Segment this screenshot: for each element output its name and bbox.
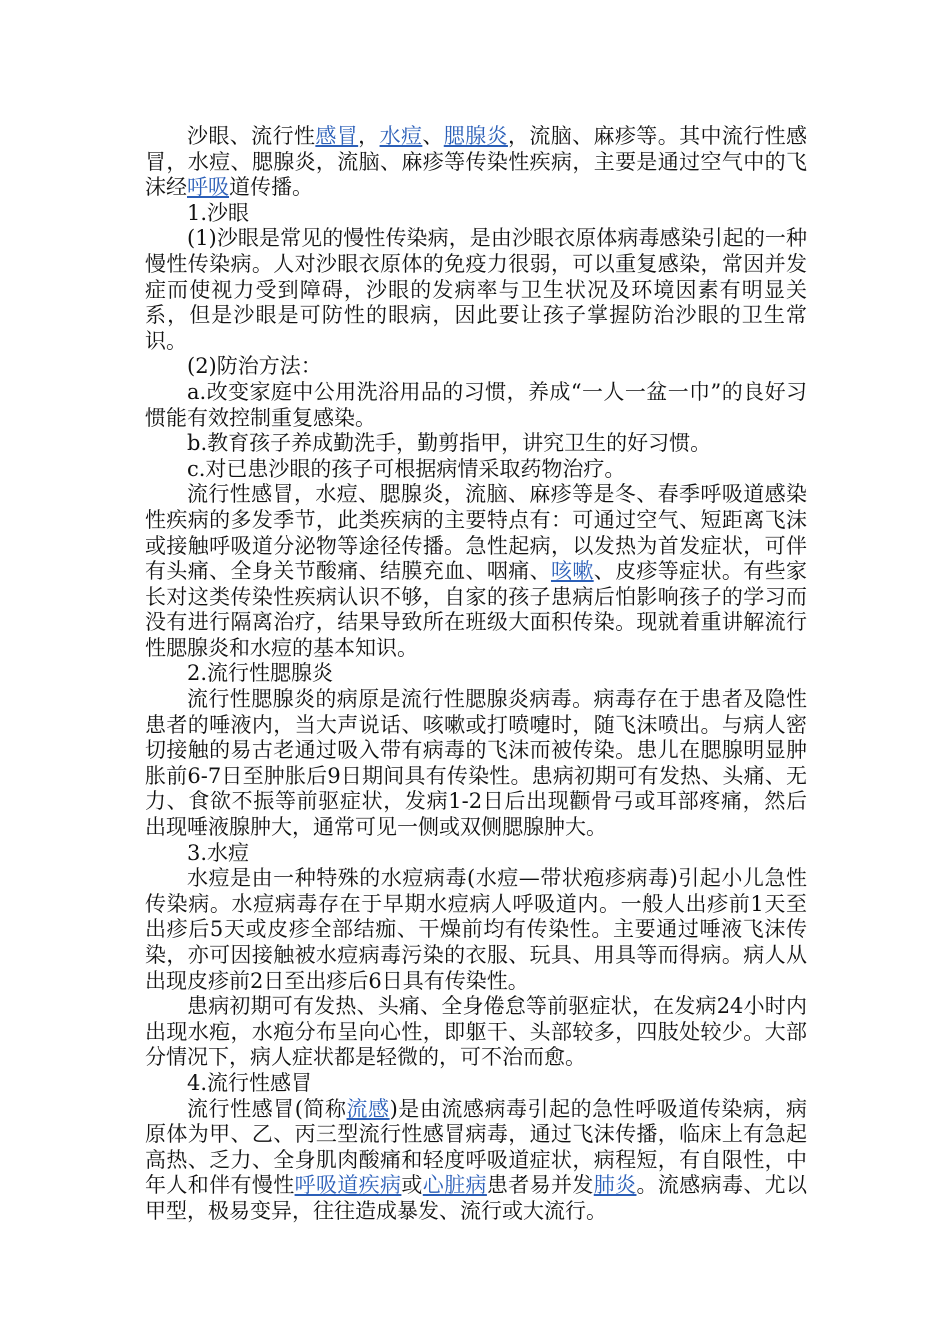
section-heading-trachoma: 1.沙眼	[187, 200, 250, 225]
mumps-paragraph: 流行性腮腺炎的病原是流行性腮腺炎病毒。病毒存在于患者及隐性患者的唾液内，当大声说话、咳嗽或打喷嚏时，随飞沫喷出。与病人密切接触的易古老通过吸入带有病毒的飞沫而被传染。患儿在腮腺明显肿胀前6-7日至肿胀后9日期间具有传染性。患病初期可有发热、头痛、无力、食欲不振等前驱症状，发病1-2日后出现颧骨弓或耳部疼痛，然后出现唾液腺肿大，通常可见一侧或双侧腮腺肿大。	[145, 687, 807, 840]
trachoma-paragraph: (1)沙眼是常见的慢性传染病，是由沙眼衣原体病毒感染引起的一种慢性传染病。人对沙眼衣原体的免疫力很弱，可以重复感染，常因并发症而使视力受到障碍，沙眼的发病率与卫生状况及环境因素有明显关系，但是沙眼是可防性的眼病，因此要让孩子掌握防治沙眼的卫生常识。	[145, 226, 807, 353]
text-run: 沙眼、流行性	[187, 124, 316, 148]
text-run: 、皮疹等症状。有些家长对这类传染性疾病认识不够，自家的孩子患病后怕影响孩子的学习而没有进行隔离治疗，结果导致所在班级大面积传染。现就着重讲解流行性腮腺炎和水痘的基本知识。	[145, 559, 808, 660]
section-heading-mumps: 2.流行性腮腺炎	[187, 661, 334, 686]
seasonal-paragraph	[145, 482, 807, 661]
text-run: 流行性感冒(简称	[187, 1096, 347, 1121]
link-respiratory-disease[interactable]: 呼吸道疾病	[294, 1173, 402, 1198]
section-heading-chickenpox: 3.水痘	[187, 840, 250, 865]
link-influenza[interactable]: 流感	[346, 1096, 390, 1121]
link-flu[interactable]: 感冒	[315, 124, 359, 148]
text-run: ，	[358, 124, 380, 148]
influenza-paragraph	[145, 1097, 807, 1225]
prevention-item-b: b.教育孩子养成勤洗手，勤剪指甲，讲究卫生的好习惯。	[187, 431, 712, 456]
text-run: 或	[401, 1173, 423, 1198]
text-run: 流行性感冒，水痘、腮腺炎，流脑、麻疹等是冬、春季呼吸道感染性疾病的多发季节，此类疾病的主要特点有：可通过空气、短距离飞沫或接触呼吸道分泌物等途径传播。急性起病，以发热为首发症状，可伴有头痛、全身关节酸痛、结膜充血、咽痛、	[145, 482, 807, 584]
link-pneumonia[interactable]: 肺炎	[593, 1173, 637, 1198]
text-run: ，流脑、麻疹等。其中流行性感冒，水痘、腮腺炎，流脑、麻疹等传染性疾病，主要是通过空气中的飞沫经	[145, 124, 808, 200]
prevention-item-c: c.对已患沙眼的孩子可根据病情采取药物治疗。	[187, 456, 626, 481]
text-run: 。流感病毒、尤以甲型，极易变异，往往造成暴发、流行或大流行。	[145, 1173, 808, 1223]
document-body	[145, 124, 807, 1225]
link-respiratory[interactable]: 呼吸	[187, 175, 229, 200]
intro-paragraph	[145, 124, 807, 201]
text-run: 患者易并发	[486, 1173, 594, 1198]
link-mumps[interactable]: 腮腺炎	[443, 124, 508, 148]
text-run: 道传播。	[229, 175, 313, 200]
prevention-heading: (2)防治方法：	[187, 354, 322, 379]
text-run: )是由流感病毒引起的急性呼吸道传染病，病原体为甲、乙、丙三型流行性感冒病毒，通过飞沫传播，临床上有急起高热、乏力、全身肌肉酸痛和轻度呼吸道症状，病程短，有自限性，中年人和伴有慢性	[145, 1096, 807, 1198]
chickenpox-paragraph-2: 患病初期可有发热、头痛、全身倦怠等前驱症状，在发病24小时内出现水疱，水疱分布呈向心性，即躯干、头部较多，四肢处较少。大部分情况下，病人症状都是轻微的，可不治而愈。	[145, 994, 807, 1070]
text-run: 、	[422, 124, 444, 148]
chickenpox-paragraph-1: 水痘是由一种特殊的水痘病毒(水痘—带状疱疹病毒)引起小儿急性传染病。水痘病毒存在于早期水痘病人呼吸道内。一般人出疹前1天至出疹后5天或皮疹全部结痂、干燥前均有传染性。主要通过唾液飞沫传染，亦可因接触被水痘病毒污染的衣服、玩具、用具等而得病。病人从出现皮疹前2日至出疹后6日具有传染性。	[145, 866, 807, 993]
section-heading-influenza: 4.流行性感冒	[187, 1070, 313, 1095]
link-cough[interactable]: 咳嗽	[550, 559, 594, 584]
prevention-item-a: a.改变家庭中公用洗浴用品的习惯，养成“一人一盆一巾”的良好习惯能有效控制重复感染。	[145, 379, 807, 430]
link-heart-disease[interactable]: 心脏病	[422, 1173, 487, 1198]
link-chickenpox[interactable]: 水痘	[379, 124, 423, 148]
